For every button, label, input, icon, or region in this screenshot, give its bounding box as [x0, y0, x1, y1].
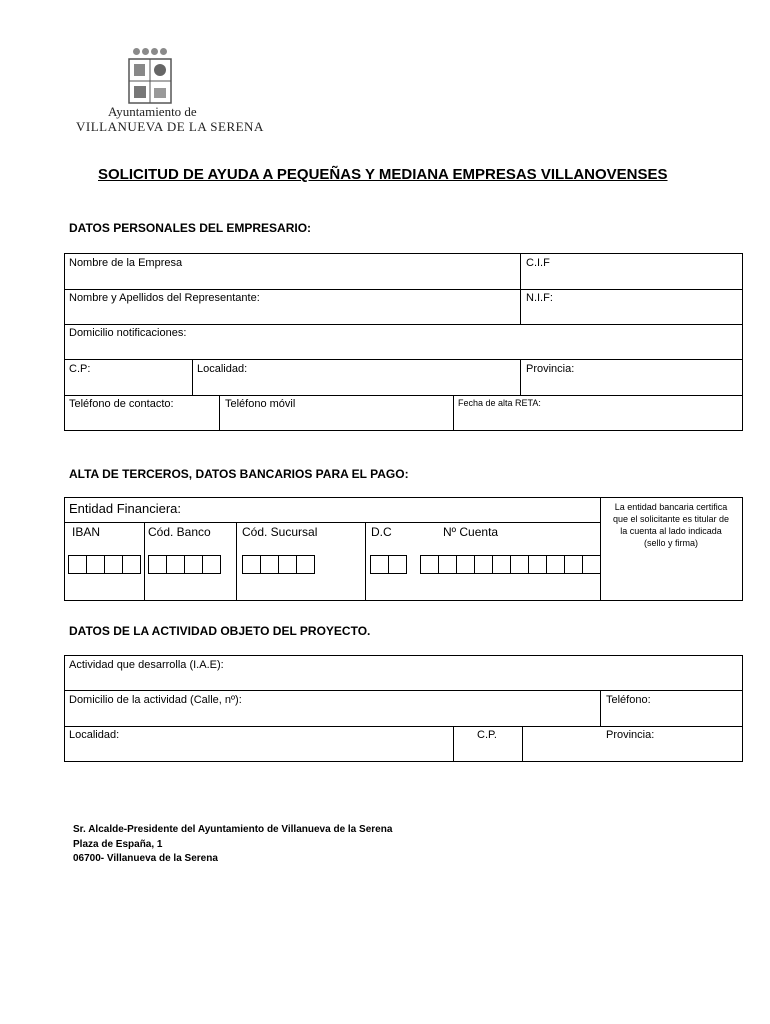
- bank-certification-note: La entidad bancaria certifica que el solicitante es titular de la cuenta al lado indicada (sello y firma): [612, 502, 730, 548]
- bank-data-heading: ALTA DE TERCEROS, DATOS BANCARIOS PARA EL PAGO:: [69, 467, 409, 481]
- postal-code-field[interactable]: C.P:: [69, 363, 91, 375]
- notification-address-field[interactable]: Domicilio notificaciones:: [69, 327, 187, 339]
- cif-field[interactable]: C.I.F: [526, 257, 550, 269]
- coat-of-arms-icon: [128, 58, 172, 104]
- document-title: SOLICITUD DE AYUDA A PEQUEÑAS Y MEDIANA EMPRESAS VILLANOVENSES: [98, 166, 668, 183]
- iban-digit-boxes[interactable]: [68, 555, 141, 574]
- nif-field[interactable]: N.I.F:: [526, 292, 553, 304]
- recipient-line-1: Sr. Alcalde-Presidente del Ayuntamiento de Villanueva de la Serena: [73, 824, 393, 835]
- contact-phone-field[interactable]: Teléfono de contacto:: [69, 398, 174, 410]
- company-name-field[interactable]: Nombre de la Empresa: [69, 257, 183, 269]
- recipient-line-2: Plaza de España, 1: [73, 839, 163, 850]
- account-number-digit-boxes[interactable]: [420, 555, 601, 574]
- branch-code-digit-boxes[interactable]: [242, 555, 315, 574]
- dc-label: D.C: [371, 525, 392, 539]
- logo-line-1: Ayuntamiento de: [108, 104, 197, 119]
- financial-entity-field[interactable]: Entidad Financiera:: [69, 501, 182, 516]
- activity-province-field[interactable]: Provincia:: [606, 729, 655, 741]
- crown-dots-icon: [133, 42, 173, 52]
- activity-iae-field[interactable]: Actividad que desarrolla (I.A.E):: [69, 659, 224, 671]
- province-field[interactable]: Provincia:: [526, 363, 575, 375]
- activity-address-field[interactable]: Domicilio de la actividad (Calle, nº):: [69, 694, 242, 706]
- activity-locality-field[interactable]: Localidad:: [69, 729, 120, 741]
- activity-phone-field[interactable]: Teléfono:: [606, 694, 651, 706]
- representative-name-field[interactable]: Nombre y Apellidos del Representante:: [69, 292, 260, 304]
- activity-data-table: [64, 655, 743, 762]
- dc-digit-boxes[interactable]: [370, 555, 407, 574]
- locality-field[interactable]: Localidad:: [197, 363, 248, 375]
- bank-code-digit-boxes[interactable]: [148, 555, 221, 574]
- activity-data-heading: DATOS DE LA ACTIVIDAD OBJETO DEL PROYECTO.: [69, 624, 371, 638]
- recipient-line-3: 06700- Villanueva de la Serena: [73, 853, 218, 864]
- iban-label: IBAN: [72, 525, 101, 539]
- account-number-label: Nº Cuenta: [443, 525, 499, 539]
- bank-code-label: Cód. Banco: [148, 525, 211, 539]
- reta-date-field[interactable]: Fecha de alta RETA:: [458, 398, 541, 408]
- activity-postal-code-field[interactable]: C.P.: [477, 729, 497, 741]
- logo-line-2: VILLANUEVA DE LA SERENA: [76, 119, 264, 134]
- personal-data-heading: DATOS PERSONALES DEL EMPRESARIO:: [69, 221, 312, 235]
- branch-code-label: Cód. Sucursal: [242, 525, 318, 539]
- mobile-phone-field[interactable]: Teléfono móvil: [225, 398, 296, 410]
